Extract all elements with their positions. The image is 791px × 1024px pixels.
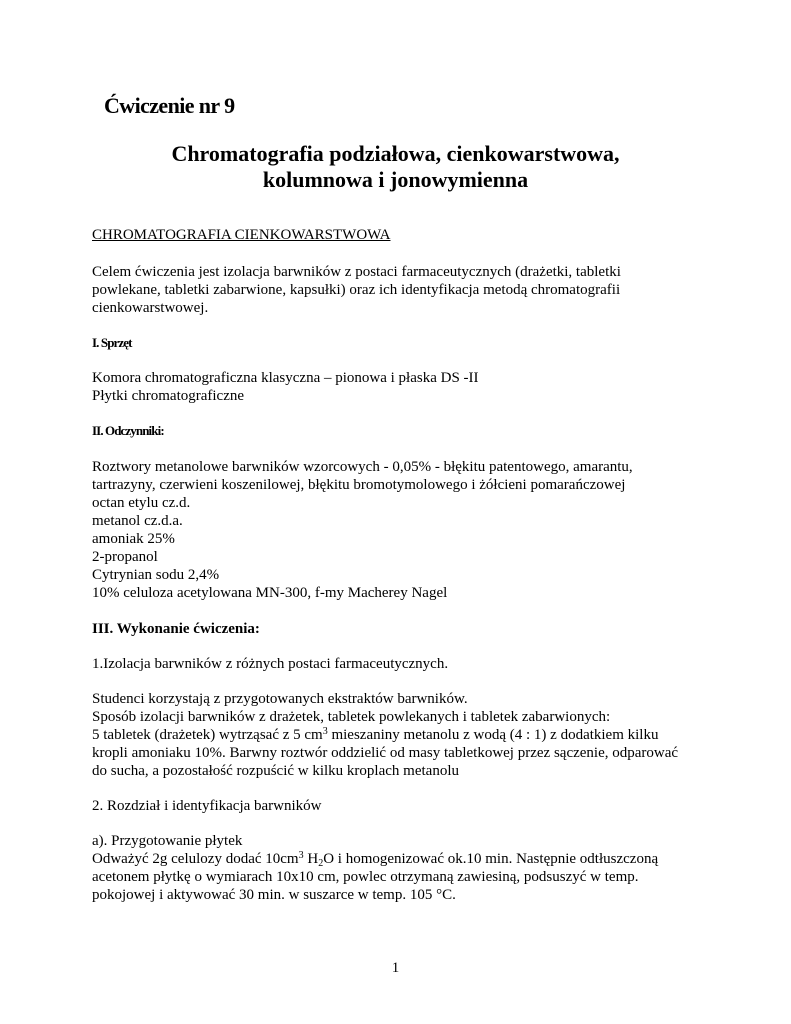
equipment-item-1: Komora chromatograficzna klasyczna – pionowa i płaska DS -II (92, 370, 479, 386)
main-title-line-2: kolumnowa i jonowymienna (262, 167, 529, 192)
weigh-subscript: 2 (318, 858, 324, 869)
procedure-heading: III. Wykonanie ćwiczenia: (92, 621, 260, 637)
page-number: 1 (391, 960, 400, 976)
procedure-tablets-line-2: kropli amoniaku 10%. Barwny roztwór oddzielić od masy tabletkowej przez sączenie, odparować (92, 745, 679, 761)
reagent-line-6: 2-propanol (92, 549, 158, 565)
weigh-text-a: Odważyć 2g celulozy dodać 10cm (92, 851, 299, 867)
procedure-tablets-line-3: do sucha, a pozostałość rozpuścić w kilku kroplach metanolu (92, 763, 459, 779)
reagents-heading: II. Odczynniki: (92, 423, 164, 438)
equipment-heading: I. Sprzęt (92, 335, 132, 350)
tablets-superscript: 3 (322, 726, 328, 737)
intro-line-1: Celem ćwiczenia jest izolacja barwników z postaci farmaceutycznych (drażetki, tabletki (92, 264, 621, 280)
reagent-line-4: metanol cz.d.a. (92, 513, 183, 529)
procedure-step-2a: a). Przygotowanie płytek (92, 833, 243, 849)
intro-line-2: powlekane, tabletki zabarwione, kapsułki) oraz ich identyfikacja metodą chromatografii (92, 282, 621, 298)
weigh-h: H (303, 851, 319, 867)
reagent-line-2: tartrazyny, czerwieni koszenilowej, błękitu bromotymolowego i żółcieni pomarańczowej (92, 477, 626, 493)
section-heading: CHROMATOGRAFIA CIENKOWARSTWOWA (92, 227, 391, 243)
reagent-line-3: octan etylu cz.d. (92, 495, 191, 511)
procedure-method: Sposób izolacji barwników z drażetek, tabletek powlekanych i tabletek zabarwionych: (92, 709, 611, 725)
intro-line-3: cienkowarstwowej. (92, 300, 209, 316)
weigh-superscript: 3 (298, 850, 304, 861)
procedure-weigh-line-3: pokojowej i aktywować 30 min. w suszarce w temp. 105 °C. (92, 887, 456, 903)
equipment-item-2: Płytki chromatograficzne (92, 388, 245, 404)
exercise-title: Ćwiczenie nr 9 (104, 93, 235, 118)
weigh-text-b: O i homogenizować ok.10 min. Następnie odtłuszczoną (323, 851, 659, 867)
procedure-step-2: 2. Rozdział i identyfikacja barwników (92, 798, 322, 814)
procedure-step-1: 1.Izolacja barwników z różnych postaci farmaceutycznych. (92, 656, 449, 672)
reagent-line-7: Cytrynian sodu 2,4% (92, 567, 220, 583)
procedure-weigh-line-2: acetonem płytkę o wymiarach 10x10 cm, powlec otrzymaną zawiesiną, podsuszyć w temp. (92, 869, 639, 885)
reagent-line-1: Roztwory metanolowe barwników wzorcowych - 0,05% - błękitu patentowego, amarantu, (92, 459, 633, 475)
procedure-weigh-line-1 (92, 850, 658, 868)
procedure-tablets-line-1 (92, 726, 658, 744)
reagent-line-8: 10% celuloza acetylowana MN-300, f-my Macherey Nagel (92, 585, 448, 601)
tablets-text-a: 5 tabletek (drażetek) wytrząsać z 5 cm (92, 727, 323, 743)
reagent-line-5: amoniak 25% (92, 531, 175, 547)
tablets-text-b: mieszaniny metanolu z wodą (4 : 1) z dodatkiem kilku (327, 727, 659, 743)
main-title-line-1: Chromatografia podziałowa, cienkowarstwowa, (171, 141, 620, 166)
procedure-students: Studenci korzystają z przygotowanych ekstraktów barwników. (92, 691, 468, 707)
